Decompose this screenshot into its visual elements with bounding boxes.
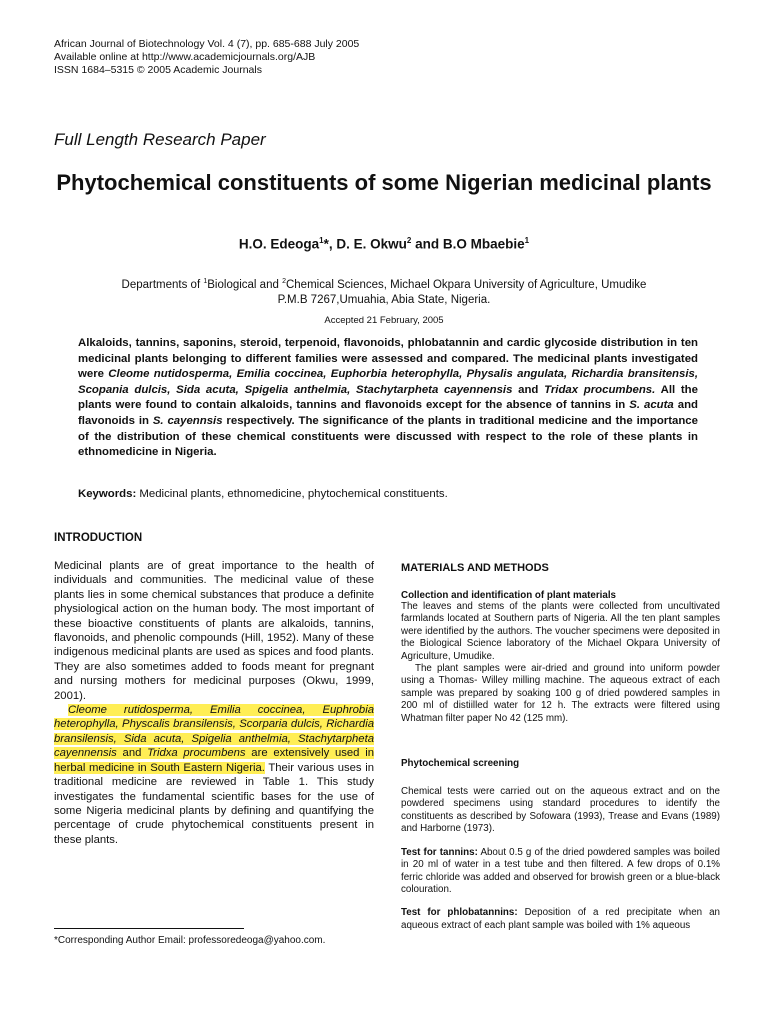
journal-issn: ISSN 1684–5315 © 2005 Academic Journals <box>54 64 262 76</box>
author-list <box>54 236 714 252</box>
collection-subheading: Collection and identification of plant materials <box>401 590 617 601</box>
phlobatannins-text: Deposition of a red precipitate when an aqueous extract of each plant sample was boiled with 1% aqueous <box>401 907 720 931</box>
phlobatannins-test <box>401 907 720 932</box>
species-names: Cleome rutidosperma, Emilia coccinea, Euphrobia heterophylla, Physcalis bransilensis, Scorparia dulcis, Richardia bransilensis, Sida acuta, Spigelia anthelmia, Stachytarpheta cayennensis <box>54 704 374 760</box>
keywords <box>78 488 698 500</box>
intro-text: and <box>116 747 148 760</box>
author-name: H.O. Edeoga <box>238 236 320 252</box>
species-name: S. cayennsis <box>152 414 223 427</box>
corresponding-mark: * <box>323 236 329 252</box>
tannins-text: About 0.5 g of the dried powdered samples was boiled in 20 ml of water in a test tube and then filtered. A few drops of 0.1% ferric chloride was added and observed for browish green or a blue-black colouration. <box>401 846 720 895</box>
author-name: B.O Mbaebie <box>442 236 525 252</box>
author-sep: and <box>411 236 443 252</box>
paper-type: Full Length Research Paper <box>54 130 266 149</box>
journal-url: Available online at http://www.academicjournals.org/AJB <box>54 51 316 63</box>
author-affil-sup: 1 <box>524 236 530 245</box>
affil-text: Biological and <box>207 278 283 291</box>
journal-info <box>54 38 359 77</box>
author-affil-sup: 2 <box>406 236 412 245</box>
intro-text: are extensively used in herbal medicine in South Eastern Nigeria. <box>54 747 374 774</box>
abstract <box>78 336 698 461</box>
species-name: Tridax procumbens. <box>544 383 656 396</box>
journal-citation: African Journal of Biotechnology Vol. 4 (7), pp. 685-688 July 2005 <box>54 38 360 50</box>
collection-paragraph-2 <box>401 663 720 725</box>
abstract-text: respectively. The significance of the plants in traditional medicine and the importance of the distribution of these chemical constituents were discussed with respect to the role of these plants in ethnomedicine in Nigeria. <box>78 414 698 459</box>
author-sep: , <box>328 236 337 252</box>
accepted-date: Accepted 21 February, 2005 <box>324 315 444 326</box>
screening-subheading: Phytochemical screening <box>401 758 520 770</box>
keywords-label: Keywords: <box>78 488 137 500</box>
intro-text: Their various uses in traditional medicine are reviewed in Table 1. This study investigates the fundamental scientific bases for the use of some Nigeria medicinal plants by defining and quantifying the percentage of crude phytochemical constituents present in these plants. <box>54 761 374 846</box>
intro-text: Medicinal plants are of great importance to the health of individuals and communities. The medicinal value of these plants lies in some chemical substances that produce a definite physiological action on the human body. The most important of these bioactive constituents of plants are alkaloids, tannins, flavonoids, and phenolic compounds (Hill, 1952). Many of these indigenous medicinal plants are used as spices and food plants. They are also sometimes added to foods meant for pregnant and nursing mothers for medicinal purposes (Okwu, 1999, 2001). <box>54 560 374 702</box>
species-names: Cleome nutidosperma, Emilia coccinea, Euphorbia heterophylla, Physalis angulata, Richardia bransitensis, Scopania dulcis, Sida acuta, Spigelia anthelmia, Stachytarpheta cayennensis <box>78 368 698 396</box>
affil-text: Chemical Sciences, Michael Okpara University of Agriculture, Umudike <box>285 278 647 291</box>
abstract-text: All the plants were found to contain alkaloids, tannins and flavonoids except for the absence of tannins in <box>78 383 698 412</box>
species-name: S. acuta <box>629 399 674 412</box>
species-name: Tridxa procumbens <box>147 747 246 760</box>
right-column <box>401 562 720 932</box>
affil-sup: 2 <box>282 278 286 285</box>
paper-title: Phytochemical constituents of some Nigerian medicinal plants <box>56 170 712 195</box>
introduction-heading: INTRODUCTION <box>54 532 143 544</box>
left-column <box>54 532 374 847</box>
introduction-body <box>54 559 374 847</box>
affil-sup: 1 <box>203 278 208 285</box>
collection-paragraph-1: The leaves and stems of the plants were collected from uncultivated farmlands located at Southern parts of Nigeria. All the ten plant samples were identified by the authors. The voucher specimens were deposited in the Biological Science laboratory of the Michael Okpara University of Agriculture, Umudike. <box>401 601 720 662</box>
affil-text: Departments of <box>121 278 204 291</box>
author-affil-sup: 1 <box>319 236 324 245</box>
tannins-label: Test for tannins: <box>401 846 478 858</box>
collection-text: The plant samples were air-dried and ground into uniform powder using a Thomas- Willey milling machine. The aqueous extract of each sample was prepared by soaking 100 g of dried powdered samples in 200 ml of distiilled water for 12 h. The extracts were filtered using Whatman filter paper No 42 (125 mm). <box>401 663 720 724</box>
footnote: *Corresponding Author Email: professoredeoga@yahoo.com. <box>54 935 326 946</box>
affiliation-line-1 <box>54 274 714 293</box>
screening-paragraph: Chemical tests were carried out on the aqueous extract and on the powdered specimens using standard procedures to identify the constituents as described by Sofowara (1993), Trease and Evans (1989) and Harborne (1973). <box>401 786 720 835</box>
keywords-text: Medicinal plants, ethnomedicine, phytochemical constituents. <box>136 488 448 500</box>
abstract-text: Alkaloids, tannins, saponins, steroid, terpenoid, flavonoids, phlobatannin and cardic glycoside distribution in ten medicinal plants belonging to different families were assessed and compared. The medicinal plants investigated were <box>78 337 698 381</box>
affiliation <box>54 274 714 308</box>
methods-heading: MATERIALS AND METHODS <box>401 562 549 574</box>
footnote-rule <box>54 928 244 929</box>
tannins-test <box>401 847 720 897</box>
phlobatannins-label: Test for phlobatannins: <box>401 907 518 919</box>
abstract-text: and <box>512 383 545 396</box>
abstract-text: and flavonoids in <box>78 399 698 427</box>
author-name: D. E. Okwu <box>336 236 407 252</box>
affiliation-line-2: P.M.B 7267,Umuahia, Abia State, Nigeria. <box>277 293 491 306</box>
